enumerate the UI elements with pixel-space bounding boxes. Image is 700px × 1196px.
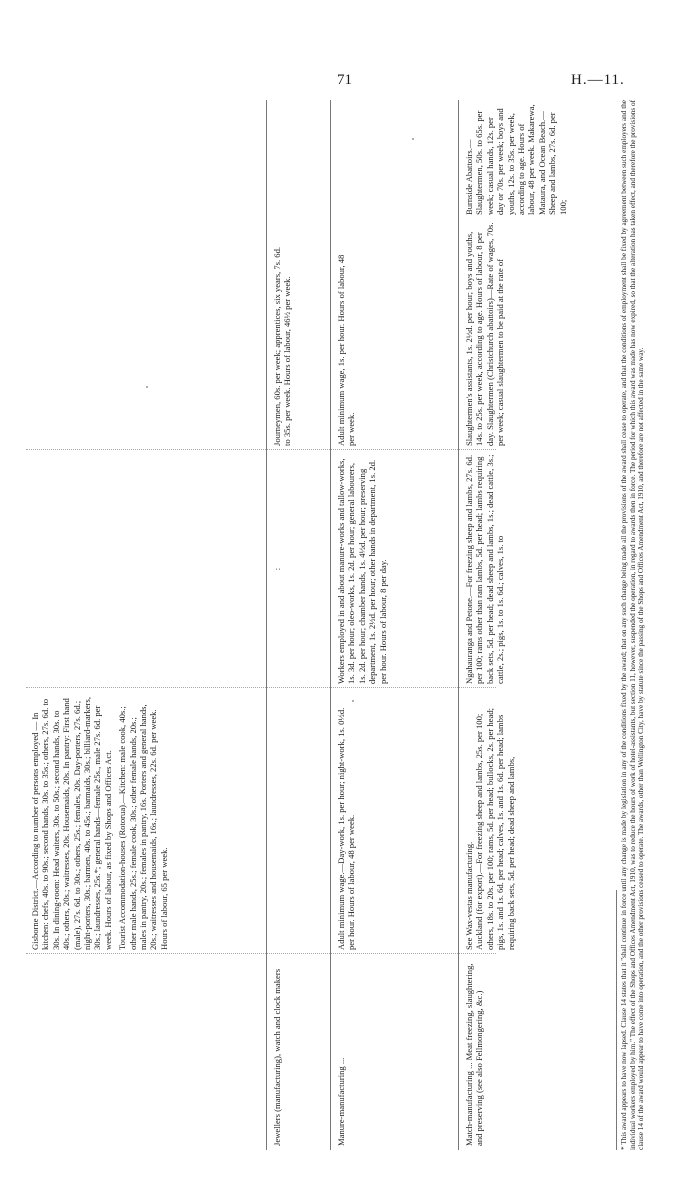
row-manure-col4 xyxy=(336,246,376,446)
burnside-abattoirs-text: Burnside Abattoirs.—Slaughtermen, 50s. to 65s. per week; casual hands, 12s. per day or 70s. per week; boys and youths, 12s. to 35s. per week, according to age. Hours of labour, 48 per week. Makarewa, Mataura, and Ocean Beach.—Sheep and lambs, 27s. 6d. per 100; xyxy=(464,104,568,215)
page-number: 71 xyxy=(337,72,352,88)
column-rule xyxy=(26,687,496,688)
gisborne-district-text: Gisborne District.—According to number of persons employed — In kitchen: chefs, 40s. to 90s.; second hands, 30s. to 35s.; others, 27s. 6d. to 30s. In dining-room: Head waiters, 30s. to 50s.; second hands, 30s. to 40s.; others, 20s.; waitresses, 20s. Housemaids, 20s. In pantry: First hand (male), 27s. 6d. to 30s.; others, 25s.; females, 20s. Day-porters, 27s. 6d.; night-porters, 30s.; barmen, 40s. to 45s.; barmaids, 30s.; billiard-markers, 30s.; laundresses, 25s.*; general hands—female 25s., male 27s. 6d. per week. Hours of labour, as fixed by Shops and Offices Act. xyxy=(30,697,113,950)
row-manure-trade xyxy=(336,961,356,1146)
column-rule xyxy=(26,449,496,450)
row-separator xyxy=(458,100,459,1150)
row-meat-col4 xyxy=(464,103,614,215)
manure-col3-text: Workers employed in and about manure-works and tallow-works, 1s. 3d. per hour; oleo-works, 1s. 2d. per hour; general labourers, 1s. 2d. per hour; chamber hands, 1s. 4½d. per hour; preserving department, 1s. 2½d. per hour; other hands in department, 1s. 2d. per hour. Hours of labour, 8 per day. xyxy=(336,458,388,684)
jewellers-rates-text: Journeymen, 60s. per week; apprentices, six years, 7s. 6d. to 35s. per week. Hours of labour, 46½ per week. xyxy=(272,246,293,446)
row-meat-trade xyxy=(464,961,524,1146)
rotated-wage-table xyxy=(26,100,666,1150)
row-jewellers-trade xyxy=(272,961,302,1146)
row-manure-col2 xyxy=(336,695,396,950)
row-meat-col3 xyxy=(464,454,614,684)
slaughtermen-assistants-text: Slaughtermen's assistants, 1s. 2½d. per hour; boys and youths, 14s. to 25s. per week, according to age. Hours of labour, 8 per day. Slaughtermen (Christchurch abattoirs)—Rate of wages, 70s. per week; casual slaughtermen to be paid at the rate of xyxy=(464,222,506,446)
row-hotel-col2 xyxy=(30,695,265,950)
row-meat-col3b xyxy=(464,221,614,446)
manure-col2-text: Adult minimum wage.—Day-work, 1s. per hour; night-work, 1s. 0½d. per hour. Hours of labour, 48 per week. xyxy=(336,707,357,950)
wax-vestas-ref: See Wax-vestas manufacturing. xyxy=(464,841,474,950)
jewellers-col3 xyxy=(272,454,286,684)
row-meat-col2 xyxy=(464,695,614,950)
meat-trade-label: Match-manufacturing ... Meat freezing, slaughtering, and preserving (see also Fellmongering, &c.) xyxy=(464,963,485,1146)
scan-speck xyxy=(412,138,414,140)
scan-speck xyxy=(146,386,148,388)
auckland-export-text: Auckland (for export).—For freezing sheep and lambs, 25s. per 100; others, 18s. to 20s. per 100; rams, 5d. per head; bullocks, 2s. per head; pigs, 1s. and 1s. 6d. per head; calves, 1s. and 1s. 6d. per head; lambs requiring back sets, 5d. per head; dead sheep and lambs, xyxy=(474,707,516,950)
row-manure-col3 xyxy=(336,454,456,684)
column-rule xyxy=(26,953,496,954)
jewellers-trade-label: Jewellers (manufacturing), watch and clock makers xyxy=(272,968,282,1146)
manure-col4-text: Adult minimum wage, 1s. per hour. Hours of labour, 48 per week. xyxy=(336,254,357,446)
document-reference: H.—11. xyxy=(571,72,625,88)
footnote xyxy=(620,100,664,1150)
row-separator xyxy=(330,100,331,1150)
rotorua-accommodation-text: Tourist Accommodation-houses (Rotorua).—Kitchen: male cook, 40s.; other male hands, 25s.; female cook, 30s.; other female hands, 20s.; males in pantry, 20s.; females in pantry, 16s. Porters and general hands, 20s.; waitresses and housemaids, 16s.; laundresses, 22s. 6d. per week. Hours of labour, 65 per week. xyxy=(117,704,169,950)
footnote-rule xyxy=(616,890,617,1150)
row-separator xyxy=(266,100,267,1150)
jewellers-ditto: : xyxy=(272,567,282,571)
footnote-text: * This award appears to have now lapsed. Clause 14 states that it "shall continue in force until any change is made by legislation in any of the conditions fixed by the award; that on any such change being made all the provisions of the award shall cease to operate, and that the conditions of employment shall be fixed by agreement between such employers and the individual workers employed by him." The effect of the Shops and Offices Amendment Act, 1910, was to reduce the hours of work of hotel-assistants, but section 11, however, suspended the operation, in regard to awards then in force. The period for which this award was made has now expired, so that the alteration has taken effect, and therefore the provisions of clause 14 of the award would appear to have come into operation, and the other provisions ceased to operate. The awards, other than Wellington City, have by statute since the passing of the Shops and Offices Amendment Act, 1910, and therefore are not affected in the same way. xyxy=(620,100,646,1150)
ngahauranga-petone-text: Ngahauranga and Petone.—For freezing sheep and lambs, 27s. 6d. per 100; rams other than ram lambs, 5d. per head; lambs requiring back sets, 5d. per head; dead sheep and lambs, 1s.; dead cattle, 3s.; cattle, 2s.; pigs, 1s. to 1s. 6d.; calves, 1s. to xyxy=(464,454,506,684)
scan-speck xyxy=(352,700,354,702)
manure-trade-label: Manure-manufacturing ... xyxy=(336,1057,346,1146)
row-jewellers-col4 xyxy=(272,246,327,446)
